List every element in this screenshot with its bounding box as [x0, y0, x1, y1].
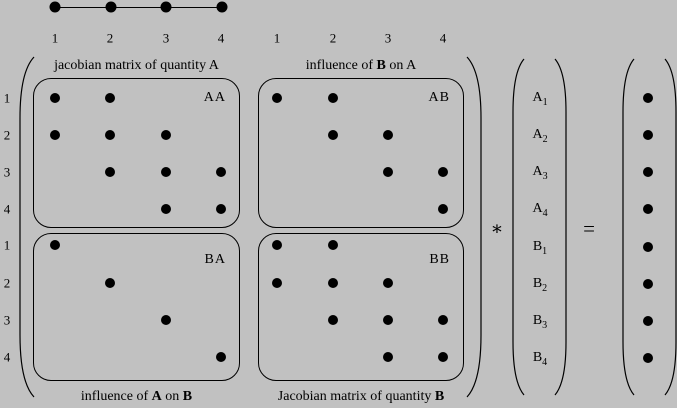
column-index-label: 2 [329, 30, 337, 46]
title-segment: influence of [80, 389, 152, 404]
result-dot [643, 316, 653, 326]
vector-entry-subscript: 3 [542, 170, 548, 182]
title-segment: jacobian matrix of quantity A [54, 58, 219, 73]
title-segment: on A [385, 58, 417, 73]
title-segment: B [434, 389, 445, 404]
matrix-dot-BB [328, 278, 338, 288]
vector-entry [532, 276, 548, 294]
title-segment: B [376, 58, 386, 73]
matrix-dot-BB [383, 278, 393, 288]
column-index-label: 3 [162, 30, 170, 46]
row-index-label: 1 [3, 237, 11, 253]
matrix-dot-AB [438, 167, 448, 177]
vector-entry-subscript: 1 [542, 96, 548, 108]
mesh-node-dot [161, 2, 172, 13]
result-dot [643, 353, 653, 363]
block-BA-title [33, 389, 240, 405]
row-index-label: 3 [3, 312, 11, 328]
vector-entry-base: B [532, 313, 543, 328]
result-dot [643, 242, 653, 252]
matrix-dot-AA [50, 93, 60, 103]
block-BA [33, 233, 240, 381]
matrix-dot-AA [105, 167, 115, 177]
mesh-node-dot [106, 2, 117, 13]
block-BA-label: BA [204, 252, 226, 267]
matrix-dot-AB [438, 204, 448, 214]
matrix-dot-BB [383, 352, 393, 362]
title-segment: B [182, 389, 193, 404]
vector-entry [532, 350, 548, 368]
input-vector-left-paren [513, 59, 524, 395]
matrix-dot-BB [438, 315, 448, 325]
vector-entry [532, 90, 548, 108]
vector-entry-base: B [532, 239, 543, 254]
block-AB-title [258, 58, 464, 74]
title-segment: A [151, 389, 162, 404]
row-index-label: 2 [3, 127, 11, 143]
matrix-dot-BB [383, 315, 393, 325]
vector-entry-subscript: 2 [542, 133, 548, 145]
vector-entry [532, 313, 548, 331]
mesh-edge-line [55, 7, 222, 8]
matrix-dot-BA [216, 352, 226, 362]
vector-entry-base: B [532, 350, 543, 365]
matrix-dot-BB [328, 315, 338, 325]
matrix-dot-BA [161, 315, 171, 325]
vector-entry [532, 239, 548, 257]
matrix-dot-AA [216, 167, 226, 177]
vector-entry-subscript: 4 [542, 356, 548, 368]
vector-entry-subscript: 4 [542, 207, 548, 219]
matrix-dot-AA [161, 204, 171, 214]
result-dot [643, 279, 653, 289]
result-dot [643, 93, 653, 103]
vector-entry [532, 127, 548, 145]
multiply-operator: ∗ [490, 218, 504, 240]
block-BB-title [258, 389, 464, 405]
block-BB [258, 233, 464, 381]
input-vector-right-paren [555, 59, 566, 395]
row-index-label: 2 [3, 275, 11, 291]
result-dot [643, 130, 653, 140]
title-segment: influence of [305, 58, 377, 73]
matrix-left-paren [20, 57, 34, 397]
row-index-label: 4 [3, 201, 11, 217]
matrix-dot-AA [161, 130, 171, 140]
matrix-dot-BA [105, 278, 115, 288]
matrix-dot-AB [383, 130, 393, 140]
vector-entry [532, 164, 548, 182]
vector-entry [532, 201, 548, 219]
matrix-dot-BB [438, 352, 448, 362]
matrix-right-paren [467, 57, 481, 397]
row-index-label: 1 [3, 90, 11, 106]
vector-entry-base: A [532, 201, 543, 216]
matrix-dot-BB [272, 278, 282, 288]
column-index-label: 1 [51, 30, 59, 46]
matrix-dot-BA [50, 240, 60, 250]
block-AA [33, 78, 240, 228]
block-AA-label: AA [203, 90, 226, 105]
vector-entry-base: A [532, 127, 543, 142]
matrix-dot-BB [272, 240, 282, 250]
matrix-dot-AA [105, 93, 115, 103]
matrix-dot-AB [328, 130, 338, 140]
vector-entry-base: B [532, 276, 543, 291]
matrix-dot-AA [216, 204, 226, 214]
block-BB-label: BB [429, 252, 450, 267]
vector-entry-subscript: 3 [542, 319, 548, 331]
column-index-label: 4 [217, 30, 225, 46]
result-dot [643, 204, 653, 214]
equals-operator: = [583, 216, 595, 241]
mesh-node-dot [50, 2, 61, 13]
matrix-dot-AA [161, 167, 171, 177]
block-AB-label: AB [428, 90, 450, 105]
mesh-node-dot [217, 2, 228, 13]
column-index-label: 2 [106, 30, 114, 46]
vector-entry-base: A [532, 90, 543, 105]
matrix-dot-AA [50, 130, 60, 140]
matrix-dot-AB [383, 167, 393, 177]
matrix-dot-BB [328, 240, 338, 250]
result-dot [643, 167, 653, 177]
column-index-label: 3 [384, 30, 392, 46]
matrix-dot-AB [328, 93, 338, 103]
column-index-label: 1 [273, 30, 281, 46]
title-segment: on [161, 389, 183, 404]
block-AA-title [33, 58, 240, 74]
vector-entry-base: A [532, 164, 543, 179]
vector-entry-subscript: 1 [542, 245, 548, 257]
row-index-label: 3 [3, 164, 11, 180]
column-index-label: 4 [439, 30, 447, 46]
matrix-dot-AA [105, 130, 115, 140]
title-segment: Jacobian matrix of quantity [277, 389, 435, 404]
vector-entry-subscript: 2 [542, 282, 548, 294]
block-AB [258, 78, 464, 228]
matrix-dot-AB [272, 93, 282, 103]
result-vector-left-paren [623, 59, 634, 395]
row-index-label: 4 [3, 349, 11, 365]
result-vector-right-paren [665, 59, 676, 395]
